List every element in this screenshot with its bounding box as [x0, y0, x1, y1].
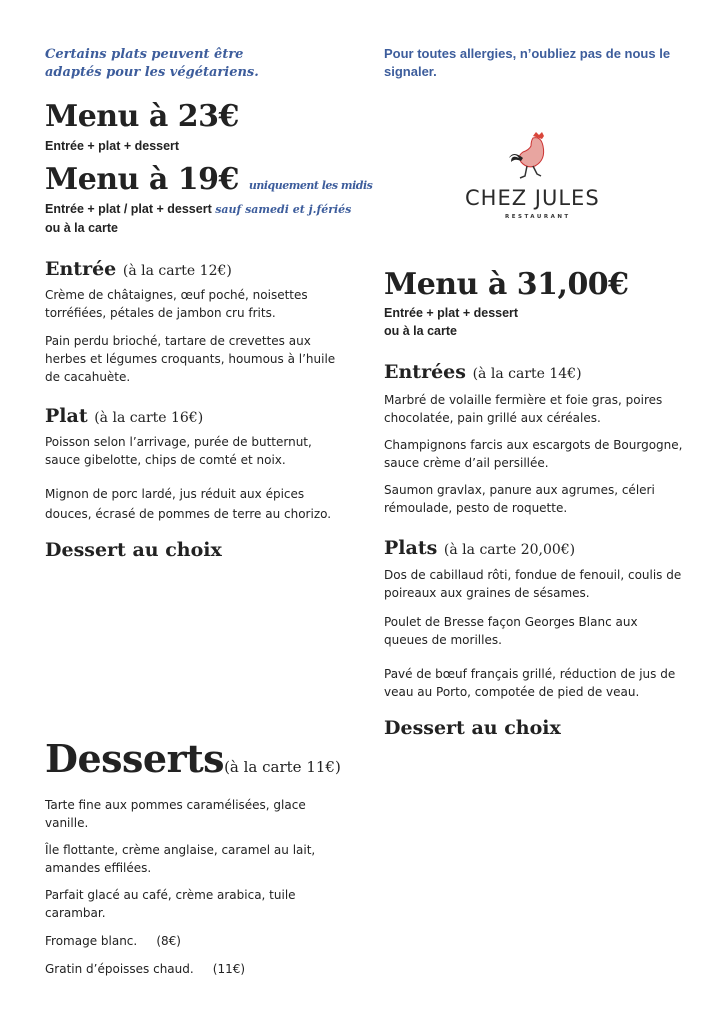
menu-23-title: Menu à 23€: [45, 99, 239, 134]
heading-text: Plat: [45, 405, 88, 427]
plat-item: Mignon de porc lardé, jus réduit aux épices douces, écrasé de pommes de terre au chorizo.: [45, 487, 332, 521]
extra-name: Gratin d’époisses chaud.: [45, 962, 194, 976]
dessert-choice: Dessert au choix: [384, 717, 561, 739]
note-line: Certains plats peuvent être: [45, 47, 244, 62]
except-note: sauf samedi et j.fériés: [215, 203, 352, 216]
dessert-choice: Dessert au choix: [45, 539, 222, 561]
extra-price: (11€): [212, 962, 246, 976]
plat-item: Poulet de Bresse façon Georges Blanc aux queues de morilles.: [384, 615, 638, 647]
entree-item: Marbré de volaille fermière et foie gras, poires chocolatée, pain grillé aux céréales.: [384, 393, 663, 425]
vegetarian-note: [45, 46, 259, 82]
plat-item: Pavé de bœuf français grillé, réduction de jus de veau au Porto, compotée de pied de veau.: [384, 667, 676, 699]
plat-heading: [45, 404, 203, 430]
menu-19-title: [45, 163, 372, 203]
heading-price: (à la carte 14€): [472, 366, 582, 382]
a-la-carte-note: ou à la carte: [45, 221, 118, 235]
heading-text: Plats: [384, 537, 438, 559]
a-la-carte-note: ou à la carte: [384, 324, 457, 338]
menu-23-subtitle: Entrée + plat + dessert: [45, 139, 180, 153]
plat-item: Poisson selon l’arrivage, purée de butternut, sauce gibelotte, chips de comté et noix.: [45, 435, 312, 467]
dessert-item: Tarte fine aux pommes caramélisées, glace vanille.: [45, 798, 306, 830]
dessert-item: Parfait glacé au café, crème arabica, tuile carambar.: [45, 888, 296, 920]
entree-item: Pain perdu brioché, tartare de crevettes aux herbes et légumes croquants, houmous à l’huile de cacahuète.: [45, 334, 336, 384]
menu-19-formula: Entrée + plat / plat + dessert: [45, 202, 212, 216]
plats-heading: [384, 536, 575, 562]
logo-name: CHEZ JULES: [465, 186, 600, 210]
dessert-extra: [45, 960, 345, 978]
heading-price: (à la carte 20,00€): [443, 542, 576, 558]
allergy-note: Pour toutes allergies, n’oubliez pas de nous le signaler.: [384, 46, 671, 79]
entree-heading: [45, 257, 232, 283]
logo-subtitle: RESTAURANT: [505, 214, 571, 220]
dessert-item: Île flottante, crème anglaise, caramel au lait, amandes effilées.: [45, 843, 316, 875]
heading-text: Entrées: [384, 361, 466, 383]
entree-item: Champignons farcis aux escargots de Bourgogne, sauce crème d’ail persillée.: [384, 438, 683, 470]
heading-text: Entrée: [45, 258, 117, 280]
lunch-only-note: uniquement les midis: [248, 179, 373, 192]
plat-item: Dos de cabillaud rôti, fondue de fenouil, coulis de poireaux aux graines de sésames.: [384, 568, 682, 600]
heading-text: Desserts: [45, 736, 225, 781]
desserts-heading: [45, 737, 341, 789]
menu-19-subtitle: [45, 200, 351, 219]
entree-item: Crème de châtaignes, œuf poché, noisettes torréfiées, pétales de jambon cru frits.: [45, 288, 308, 320]
entree-item: Saumon gravlax, panure aux agrumes, céleri rémoulade, pesto de roquette.: [384, 483, 655, 515]
menu-31-subtitle: Entrée + plat + dessert: [384, 306, 519, 320]
extra-name: Fromage blanc.: [45, 934, 138, 948]
extra-price: (8€): [156, 934, 181, 948]
heading-price: (à la carte 12€): [122, 263, 232, 279]
menu-19-label: Menu à 19€: [45, 162, 239, 197]
note-line: adaptés pour les végétariens.: [45, 65, 259, 80]
entrees-heading: [384, 360, 582, 386]
menu-31-title: Menu à 31,00€: [384, 267, 629, 302]
rooster-logo-icon: [505, 130, 555, 189]
heading-price: (à la carte 11€): [224, 758, 341, 776]
dessert-extra: [45, 932, 345, 950]
heading-price: (à la carte 16€): [94, 410, 204, 426]
